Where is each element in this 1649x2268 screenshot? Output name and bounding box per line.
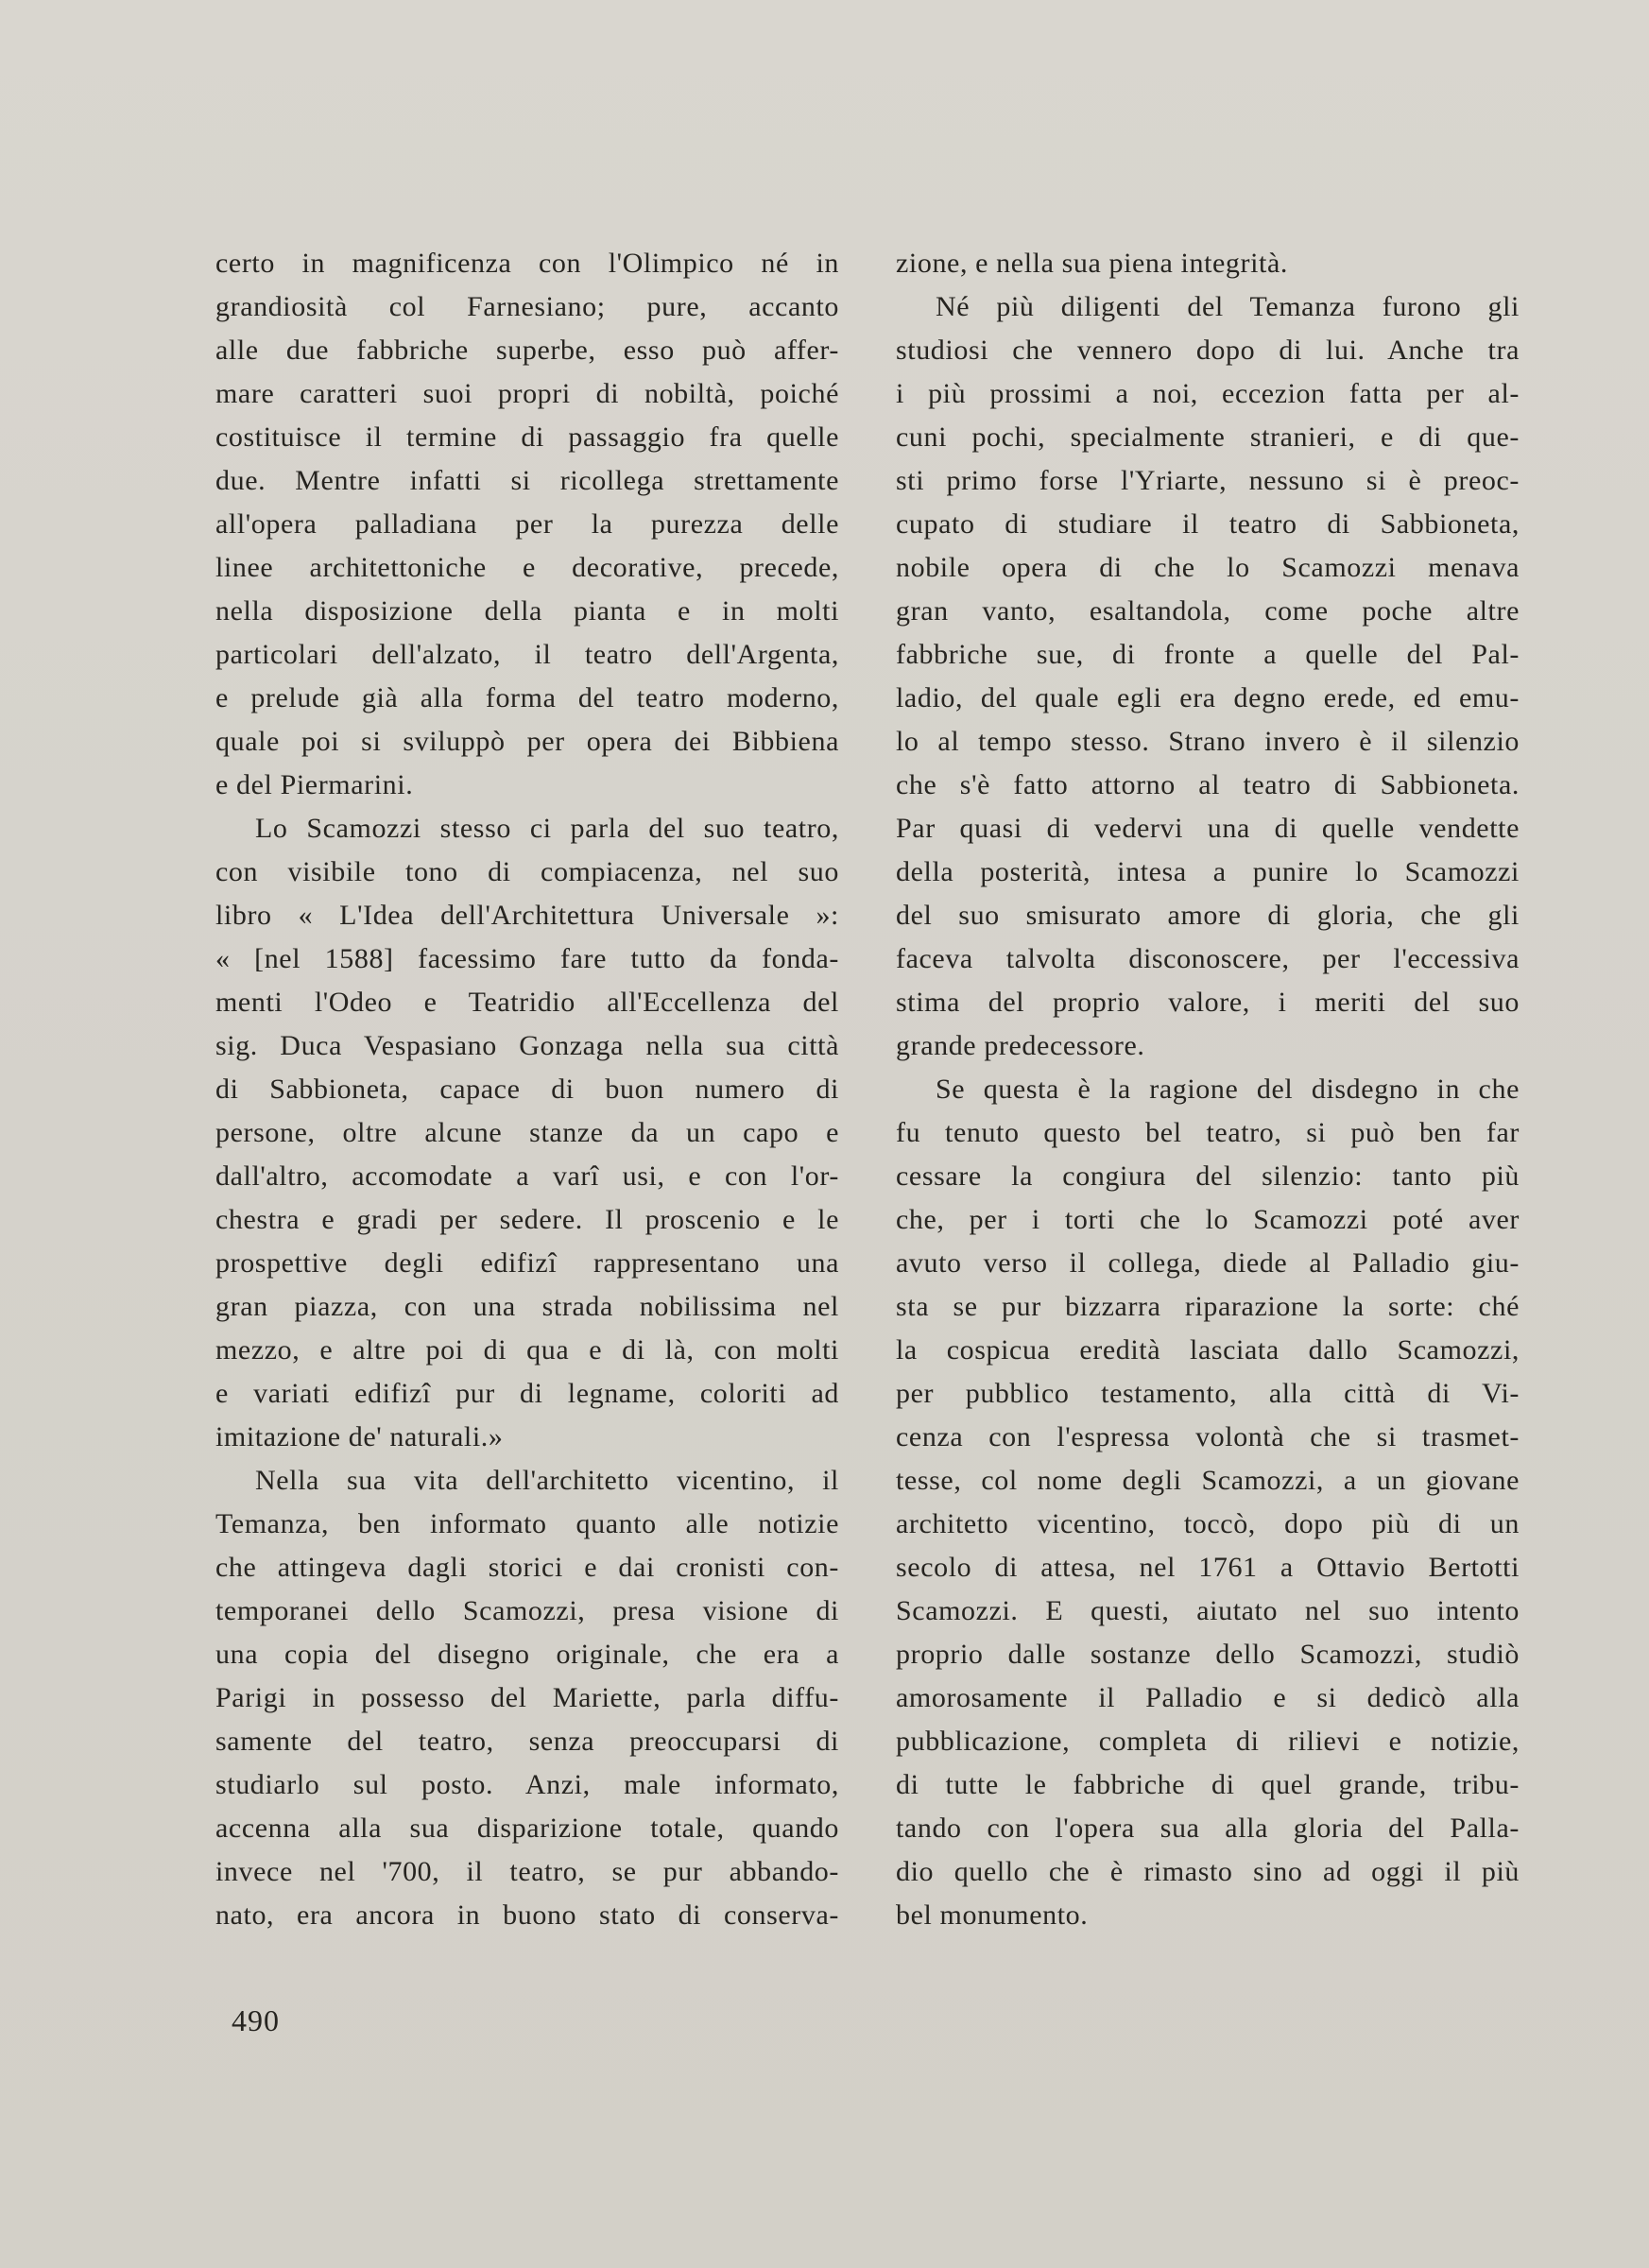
text-line: tesse, col nome degli Scamozzi, a un giovane <box>896 1465 1520 1496</box>
text-line: e prelude già alla forma del teatro moderno, <box>215 682 839 713</box>
page-number: 490 <box>232 2003 280 2037</box>
text-line: accenna alla sua disparizione totale, quando <box>215 1813 839 1844</box>
text-line: bel monumento. <box>896 1899 1089 1931</box>
text-line: studiosi che vennero dopo di lui. Anche tra <box>896 335 1520 366</box>
text-line: con visibile tono di compiacenza, nel suo <box>215 856 839 887</box>
text-line: menti l'Odeo e Teatridio all'Eccellenza del <box>215 987 839 1018</box>
text-line: Lo Scamozzi stesso ci parla del suo teatro, <box>255 813 839 844</box>
text-line: studiarlo sul posto. Anzi, male informato, <box>215 1769 839 1800</box>
text-line: cessare la congiura del silenzio: tanto più <box>896 1160 1520 1192</box>
text-line: che s'è fatto attorno al teatro di Sabbioneta. <box>896 769 1520 800</box>
text-line: zione, e nella sua piena integrità. <box>896 248 1288 279</box>
text-line: libro « L'Idea dell'Architettura Universale »: <box>215 900 839 931</box>
left-text-column <box>215 242 839 1937</box>
text-line: gran vanto, esaltandola, come poche altre <box>896 595 1520 627</box>
text-line: quale poi si sviluppò per opera dei Bibbiena <box>215 726 839 757</box>
text-line: faceva talvolta disconoscere, per l'eccessiva <box>896 943 1520 974</box>
text-line: che attingeva dagli storici e dai cronisti con- <box>215 1552 839 1583</box>
text-line: Se questa è la ragione del disdegno in che <box>936 1074 1520 1105</box>
text-line: lo al tempo stesso. Strano invero è il silenzio <box>896 726 1520 757</box>
text-line: cupato di studiare il teatro di Sabbioneta, <box>896 508 1520 540</box>
text-line: nella disposizione della pianta e in molti <box>215 595 839 627</box>
text-line: chestra e gradi per sedere. Il proscenio e le <box>215 1204 839 1235</box>
text-line: linee architettoniche e decorative, precede, <box>215 552 839 583</box>
text-line: la cospicua eredità lasciata dallo Scamozzi, <box>896 1334 1520 1366</box>
right-text-column <box>896 242 1520 1937</box>
text-line: « [nel 1588] facessimo fare tutto da fonda- <box>215 943 839 974</box>
text-line: e del Piermarini. <box>215 769 414 800</box>
text-line: mare caratteri suoi propri di nobiltà, poiché <box>215 378 839 409</box>
text-line: ladio, del quale egli era degno erede, ed emu- <box>896 682 1520 713</box>
text-line: Nella sua vita dell'architetto vicentino, il <box>255 1465 839 1496</box>
text-line: Temanza, ben informato quanto alle notizie <box>215 1508 839 1539</box>
text-line: samente del teatro, senza preoccuparsi di <box>215 1726 839 1757</box>
text-line: prospettive degli edifizî rappresentano una <box>215 1247 839 1279</box>
text-line: all'opera palladiana per la purezza delle <box>215 508 839 540</box>
text-line: per pubblico testamento, alla città di Vi- <box>896 1378 1520 1409</box>
text-line: nobile opera di che lo Scamozzi menava <box>896 552 1520 583</box>
text-line: avuto verso il collega, diede al Palladio giu- <box>896 1247 1520 1279</box>
text-line: pubblicazione, completa di rilievi e notizie, <box>896 1726 1520 1757</box>
text-line: costituisce il termine di passaggio fra quelle <box>215 421 839 453</box>
text-line: Né più diligenti del Temanza furono gli <box>936 291 1520 322</box>
text-line: proprio dalle sostanze dello Scamozzi, studiò <box>896 1639 1520 1670</box>
text-line: due. Mentre infatti si ricollega strettamente <box>215 465 839 496</box>
text-line: Scamozzi. E questi, aiutato nel suo intento <box>896 1595 1520 1626</box>
text-line: una copia del disegno originale, che era a <box>215 1639 839 1670</box>
text-line: che, per i torti che lo Scamozzi poté aver <box>896 1204 1520 1235</box>
text-line: nato, era ancora in buono stato di conserva- <box>215 1899 839 1931</box>
text-line: fabbriche sue, di fronte a quelle del Pal- <box>896 639 1520 670</box>
text-line: Parigi in possesso del Mariette, parla diffu- <box>215 1682 839 1713</box>
text-line: del suo smisurato amore di gloria, che gli <box>896 900 1520 931</box>
text-line: sta se pur bizzarra riparazione la sorte: ché <box>896 1291 1520 1322</box>
text-line: invece nel '700, il teatro, se pur abbando- <box>215 1856 839 1887</box>
text-line: mezzo, e altre poi di qua e di là, con molti <box>215 1334 839 1366</box>
text-line: particolari dell'alzato, il teatro dell'Argenta, <box>215 639 839 670</box>
text-line: amorosamente il Palladio e si dedicò alla <box>896 1682 1520 1713</box>
text-line: grandiosità col Farnesiano; pure, accanto <box>215 291 839 322</box>
text-line: dall'altro, accomodate a varî usi, e con l'or- <box>215 1160 839 1192</box>
text-line: dio quello che è rimasto sino ad oggi il più <box>896 1856 1520 1887</box>
text-line: persone, oltre alcune stanze da un capo e <box>215 1117 839 1148</box>
text-line: tando con l'opera sua alla gloria del Palla- <box>896 1813 1520 1844</box>
text-line: stima del proprio valore, i meriti del suo <box>896 987 1520 1018</box>
text-line: sti primo forse l'Yriarte, nessuno si è preoc- <box>896 465 1520 496</box>
text-line: secolo di attesa, nel 1761 a Ottavio Bertotti <box>896 1552 1520 1583</box>
text-line: fu tenuto questo bel teatro, si può ben far <box>896 1117 1520 1148</box>
text-line: gran piazza, con una strada nobilissima nel <box>215 1291 839 1322</box>
text-line: cuni pochi, specialmente stranieri, e di que- <box>896 421 1520 453</box>
text-line: grande predecessore. <box>896 1030 1145 1061</box>
text-line: certo in magnificenza con l'Olimpico né in <box>215 248 839 279</box>
text-line: i più prossimi a noi, eccezion fatta per al- <box>896 378 1520 409</box>
text-line: di Sabbioneta, capace di buon numero di <box>215 1074 839 1105</box>
text-line: e variati edifizî pur di legname, coloriti ad <box>215 1378 839 1409</box>
text-line: sig. Duca Vespasiano Gonzaga nella sua città <box>215 1030 839 1061</box>
text-line: Par quasi di vedervi una di quelle vendette <box>896 813 1520 844</box>
text-line: architetto vicentino, toccò, dopo più di un <box>896 1508 1520 1539</box>
text-line: della posterità, intesa a punire lo Scamozzi <box>896 856 1520 887</box>
text-line: alle due fabbriche superbe, esso può affer- <box>215 335 839 366</box>
text-line: temporanei dello Scamozzi, presa visione di <box>215 1595 839 1626</box>
text-line: imitazione de' naturali.» <box>215 1421 504 1452</box>
text-line: di tutte le fabbriche di quel grande, tribu- <box>896 1769 1520 1800</box>
text-line: cenza con l'espressa volontà che si trasmet- <box>896 1421 1520 1452</box>
